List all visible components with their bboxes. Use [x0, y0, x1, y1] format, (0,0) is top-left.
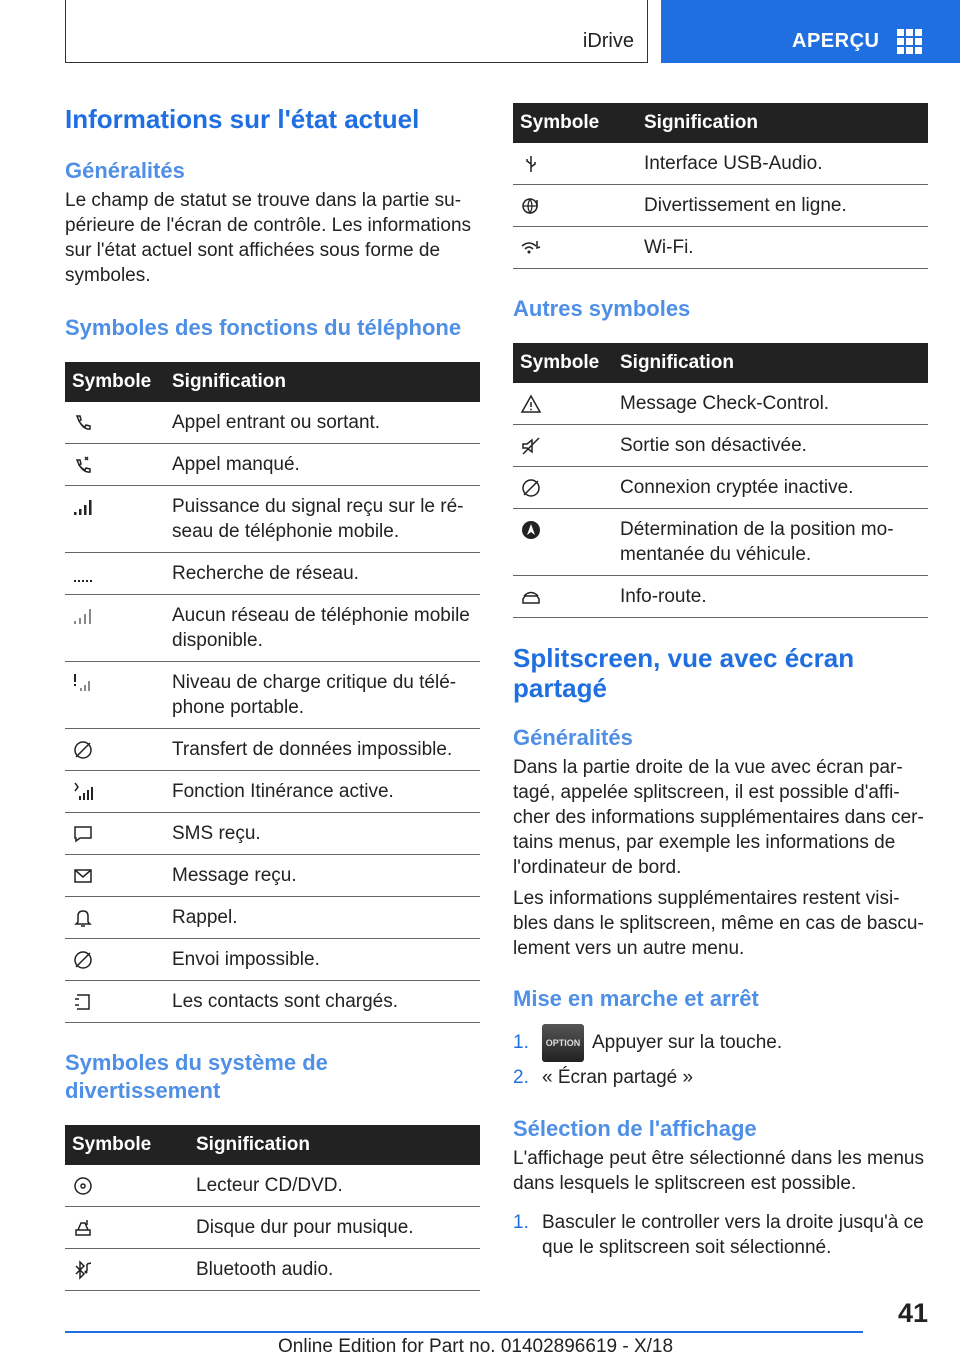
left-column — [65, 103, 480, 1291]
table-row — [65, 486, 480, 553]
hard-disk-icon — [72, 1217, 94, 1239]
right-column — [513, 103, 928, 1260]
position-icon — [520, 519, 542, 541]
header-chapter-label: APERÇU — [792, 30, 880, 52]
table-row — [65, 771, 480, 813]
missed-call-icon — [72, 454, 94, 476]
on-off-heading: Mise en marche et arrêt — [513, 986, 759, 1011]
step-number: 1. — [513, 1212, 529, 1233]
header-chapter-tab[interactable] — [661, 0, 960, 63]
step-number: 2. — [513, 1067, 529, 1088]
table-cell-text: Info-route. — [613, 576, 928, 618]
col-meaning-header: Signification — [189, 1125, 480, 1165]
warning-icon — [520, 393, 542, 415]
section-title: Informations sur l'état actuel — [65, 104, 420, 134]
message-icon — [72, 865, 94, 887]
table-row — [65, 595, 480, 662]
table-cell-text: Disque dur pour musique. — [189, 1207, 480, 1249]
cd-dvd-icon — [72, 1175, 94, 1197]
table-row — [65, 897, 480, 939]
table-row — [65, 444, 480, 486]
phone-symbols-table — [65, 362, 480, 1023]
col-meaning-header: Signification — [613, 343, 928, 383]
signal-strength-icon — [72, 496, 94, 518]
footer-divider — [65, 1331, 863, 1333]
usb-icon — [520, 153, 542, 175]
other-symbols-table — [513, 343, 928, 618]
entertainment-symbols-table — [65, 1125, 480, 1291]
grid-menu-icon[interactable] — [897, 29, 922, 54]
entertainment-symbols-heading: Symboles du système de divertissement — [65, 1050, 328, 1103]
table-row — [513, 383, 928, 425]
table-row — [65, 402, 480, 444]
table-cell-text: Aucun réseau de téléphonie mobile disponible. — [165, 595, 480, 662]
general-text: Le champ de statut se trouve dans la partie supérieure de l'écran de contrôle. Les informations sur l'état actuel sont affichées sous forme de symboles. — [65, 190, 472, 286]
step-text: Appuyer sur la touche. — [592, 1032, 783, 1053]
step-number: 1. — [513, 1032, 529, 1053]
table-row — [513, 576, 928, 618]
table-row — [65, 1249, 480, 1291]
table-row — [65, 981, 480, 1023]
table-row — [65, 813, 480, 855]
table-cell-text: Appel manqué. — [165, 444, 480, 486]
table-row — [513, 185, 928, 227]
no-data-transfer-icon — [72, 739, 94, 761]
col-meaning-header: Signification — [165, 362, 480, 402]
table-cell-text: Transfert de données impossible. — [165, 729, 480, 771]
table-cell-text: Recherche de réseau. — [165, 553, 480, 595]
sms-icon — [72, 823, 94, 845]
reminder-icon — [72, 907, 94, 929]
page-number: 41 — [897, 1298, 928, 1328]
list-item — [513, 1023, 928, 1063]
table-cell-text: Rappel. — [165, 897, 480, 939]
table-row — [65, 855, 480, 897]
no-network-icon — [72, 605, 94, 627]
table-row — [65, 1165, 480, 1207]
table-cell-text: Lecteur CD/DVD. — [189, 1165, 480, 1207]
table-row — [65, 729, 480, 771]
step-text: « Écran partagé » — [542, 1067, 694, 1088]
table-cell-text: Message Check-Control. — [613, 383, 928, 425]
table-cell-text: Appel entrant ou sortant. — [165, 402, 480, 444]
on-off-steps — [513, 1023, 928, 1090]
bluetooth-audio-icon — [72, 1259, 94, 1281]
send-failed-icon — [72, 949, 94, 971]
phone-call-icon — [72, 412, 94, 434]
table-row — [513, 467, 928, 509]
col-meaning-header: Signification — [637, 103, 928, 143]
other-symbols-heading: Autres symboles — [513, 296, 691, 321]
footer-edition: Online Edition for Part no. 01402896619 - X/18 — [278, 1336, 674, 1357]
select-display-steps — [513, 1210, 928, 1260]
header-section-box — [65, 0, 648, 63]
table-row — [513, 143, 928, 185]
splitscreen-text-2: Les informations supplémentaires restent visibles dans le splitscreen, même en cas de basculement vers un autre menu. — [513, 888, 924, 959]
table-row — [65, 939, 480, 981]
table-cell-text: Détermination de la position momentanée du véhicule. — [613, 509, 928, 576]
splitscreen-title: Splitscreen, vue avec écran partagé — [513, 643, 855, 703]
option-button-icon[interactable]: OPTION — [542, 1024, 584, 1062]
wifi-icon — [520, 237, 542, 259]
online-entertainment-icon — [520, 195, 542, 217]
select-display-text: L'affichage peut être sélectionné dans les menus dans lesquels le splitscreen est possible. — [513, 1148, 924, 1194]
table-cell-text: Niveau de charge critique du téléphone portable. — [165, 662, 480, 729]
sound-off-icon — [520, 435, 542, 457]
table-cell-text: SMS reçu. — [165, 813, 480, 855]
table-cell-text: Bluetooth audio. — [189, 1249, 480, 1291]
network-search-icon — [72, 563, 94, 585]
table-row — [513, 509, 928, 576]
table-cell-text: Wi-Fi. — [637, 227, 928, 269]
table-cell-text: Interface USB-Audio. — [637, 143, 928, 185]
splitscreen-text-1: Dans la partie droite de la vue avec écran partagé, appelée splitscreen, il est possible d'afficher des informations supplémentaires dans certains menus, par exemple les informations de l'ordinateur de bord. — [513, 757, 924, 878]
table-cell-text: Message reçu. — [165, 855, 480, 897]
table-row — [513, 227, 928, 269]
select-display-heading: Sélection de l'affichage — [513, 1116, 757, 1141]
table-row — [513, 425, 928, 467]
battery-low-icon — [72, 672, 94, 694]
list-item — [513, 1065, 928, 1090]
phone-symbols-heading: Symboles des fonctions du téléphone — [65, 315, 462, 340]
table-row — [65, 1207, 480, 1249]
table-cell-text: Puissance du signal reçu sur le réseau de téléphonie mobile. — [165, 486, 480, 553]
traffic-info-icon — [520, 586, 542, 608]
table-cell-text: Fonction Itinérance active. — [165, 771, 480, 813]
header-section-label: iDrive — [582, 30, 634, 52]
col-symbol-header: Symbole — [513, 343, 613, 383]
table-row — [65, 553, 480, 595]
general-heading: Généralités — [65, 158, 185, 183]
table-row — [65, 662, 480, 729]
splitscreen-general-heading: Généralités — [513, 725, 633, 750]
table-cell-text: Divertissement en ligne. — [637, 185, 928, 227]
col-symbol-header: Symbole — [513, 103, 637, 143]
list-item — [513, 1210, 928, 1260]
encryption-inactive-icon — [520, 477, 542, 499]
roaming-icon — [72, 781, 94, 803]
col-symbol-header: Symbole — [65, 1125, 189, 1165]
step-text: Basculer le controller vers la droite jusqu'à ce que le splitscreen soit sélectionné. — [542, 1212, 924, 1258]
table-cell-text: Sortie son désactivée. — [613, 425, 928, 467]
contacts-loaded-icon — [72, 991, 94, 1013]
table-cell-text: Connexion cryptée inactive. — [613, 467, 928, 509]
entertainment-symbols-table-continued — [513, 103, 928, 269]
table-cell-text: Envoi impossible. — [165, 939, 480, 981]
table-cell-text: Les contacts sont chargés. — [165, 981, 480, 1023]
col-symbol-header: Symbole — [65, 362, 165, 402]
